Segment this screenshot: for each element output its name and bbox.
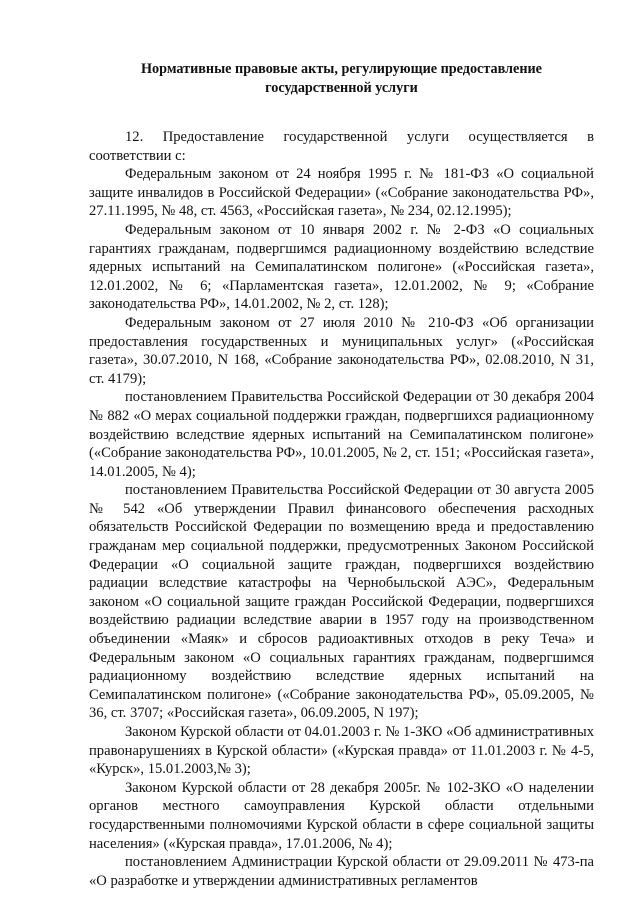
paragraph-decree-542: постановлением Правительства Российской Федерации от 30 августа 2005 № 542 «Об утверждении Правил финансового обеспечения расходных обязательств Российской Федерации по возмещению вреда и предоставлению гражданам мер социальной поддержки, предусмотренных Законом Российской Федерации «О социальной защите граждан, подвергшихся воздействию радиации вследствие катастрофы на Чернобыльской АЭС», Федеральным законом «О социальной защите граждан Российской Федерации, подвергшихся воздействию радиации вследствие аварии в 1957 году на производственном объединении «Маяк» и сбросов радиоактивных отходов в реку Теча» и Федеральным законом «О социальных гарантиях гражданам, подвергшимся радиационному воздействию вследствие ядерных испытаний на Семипалатинском полигоне» («Собрание законодательства РФ», 05.09.2005, № 36, ст. 3707; «Российская газета», 06.09.2005, N 197); [89,482,594,722]
document-title [89,60,594,98]
paragraph-law-210-fz: Федеральным законом от 27 июля 2010 № 210-ФЗ «Об организации предоставления государственных и муниципальных услуг» («Российская газета», 30.07.2010, N 168, «Собрание законодательства РФ», 02.08.2010, N 31, ст. 4179); [89,314,594,387]
paragraph-law-102-zko: Законом Курской области от 28 декабря 2005г. № 102-ЗКО «О наделении органов местного самоуправления Курской области отдельными государственными полномочиями Курской области в сфере социальной защиты населения» («Курская правда», 17.01.2006, № 4); [89,779,594,852]
paragraph-law-2-fz: Федеральным законом от 10 января 2002 г. № 2-ФЗ «О социальных гарантиях гражданам, подвергшимся радиационному воздействию вследствие ядерных испытаний на Семипалатинском полигоне» («Российская газета», 12.01.2002, № 6; «Парламентская газета», 12.01.2002, № 9; «Собрание законодательства РФ», 14.01.2002, № 2, ст. 128); [89,221,594,313]
paragraph-decree-473-pa: постановлением Администрации Курской области от 29.09.2011 № 473-па «О разработке и утверждении административных регламентов [89,854,594,889]
paragraph-decree-882: постановлением Правительства Российской Федерации от 30 декабря 2004 № 882 «О мерах социальной поддержки граждан, подвергшихся радиационному воздействию вследствие ядерных испытаний на Семипалатинском полигоне» («Собрание законодательства РФ», 10.01.2005, № 2, ст. 151; «Российская газета», 14.01.2005, № 4); [89,389,594,480]
paragraph-intro: 12. Предоставление государственной услуги осуществляется в соответствии с: [89,129,594,164]
paragraph-law-1-zko: Законом Курской области от 04.01.2003 г. № 1-ЗКО «Об административных правонарушениях в Курской области» («Курская правда» от 11.01.2003 г. № 4-5, «Курск», 15.01.2003,№ 3); [89,724,594,778]
title-line-1: Нормативные правовые акты, регулирующие предоставление [141,61,542,77]
document-body [89,128,594,890]
title-line-2: государственной услуги [265,80,418,96]
paragraph-law-181-fz: Федеральным законом от 24 ноября 1995 г. № 181-ФЗ «О социальной защите инвалидов в Российской Федерации» («Собрание законодательства РФ», 27.11.1995, № 48, ст. 4563, «Российская газета», № 234, 02.12.1995); [89,166,594,220]
